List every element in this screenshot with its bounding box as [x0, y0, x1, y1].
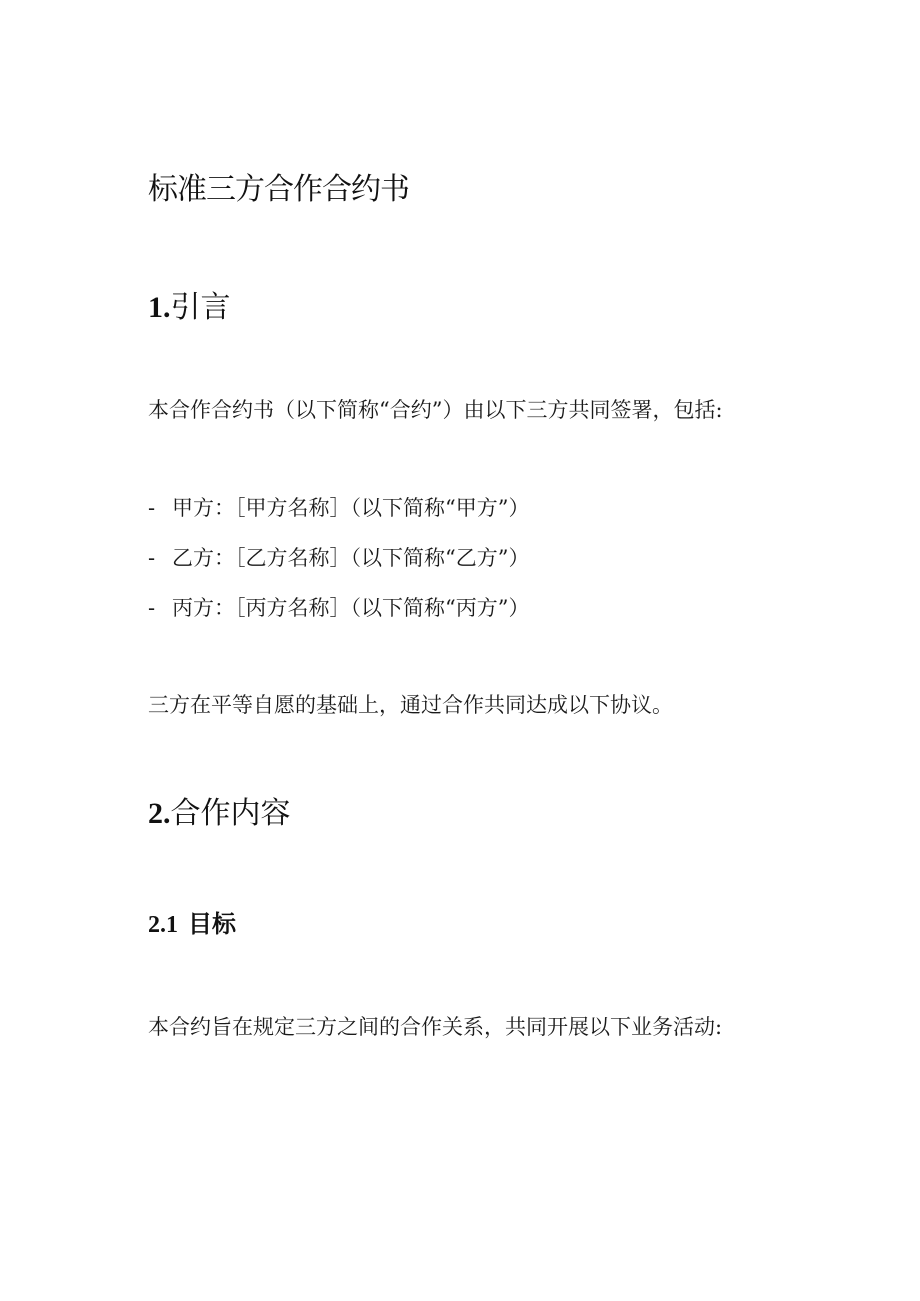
subsection-title: 目标: [188, 910, 236, 938]
party-c-text: 丙方：［丙方名称］（以下简称“丙方”）: [172, 596, 530, 620]
party-list: [148, 493, 529, 643]
intro-paragraph: 本合作合约书（以下简称“合约”）由以下三方共同签署，包括:: [148, 398, 723, 422]
list-bullet: -: [148, 496, 156, 520]
section-title: 引言: [170, 290, 231, 325]
section-number: 2.: [148, 797, 171, 830]
document-title: 标准三方合作合约书: [148, 172, 409, 207]
subsection-number: 2.1: [148, 912, 178, 938]
list-item: [148, 493, 529, 543]
section-number: 1.: [148, 291, 171, 324]
party-a-text: 甲方：［甲方名称］（以下简称“甲方”）: [172, 496, 530, 520]
section-title: 合作内容: [170, 796, 291, 831]
goal-paragraph: 本合约旨在规定三方之间的合作关系，共同开展以下业务活动:: [148, 1015, 723, 1039]
list-item: [148, 593, 529, 643]
subsection-heading-goal: [148, 906, 236, 945]
list-item: [148, 543, 529, 593]
section-heading-cooperation: [148, 794, 291, 834]
section-heading-introduction: [148, 288, 231, 328]
party-b-text: 乙方：［乙方名称］（以下简称“乙方”）: [172, 546, 530, 570]
list-bullet: -: [148, 546, 156, 570]
list-bullet: -: [148, 596, 156, 620]
closing-paragraph: 三方在平等自愿的基础上，通过合作共同达成以下协议。: [148, 693, 673, 717]
